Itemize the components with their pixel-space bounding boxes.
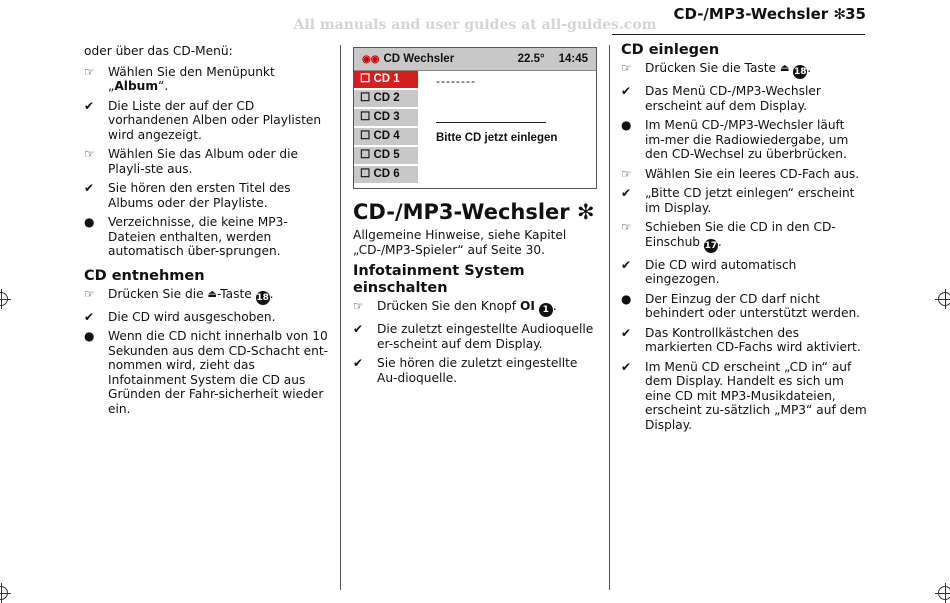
item-text: Wählen Sie das Album oder die Playli-ste aus. xyxy=(108,147,298,176)
item-text: Die CD wird automatisch eingezogen. xyxy=(645,257,797,286)
hand-pointer-icon: ☞ xyxy=(84,147,95,161)
item-text: Verzeichnisse, die keine MP3-Dateien enthalten, werden automatisch über-sprungen. xyxy=(108,215,288,258)
section-heading-cd-entnehmen: CD entnehmen xyxy=(84,267,205,284)
list-item xyxy=(621,118,867,162)
column-divider-right xyxy=(609,45,610,590)
list-item xyxy=(84,147,332,176)
display-time: 14:45 xyxy=(558,53,588,65)
item-text: Wenn die CD nicht innerhalb von 10 Sekunden aus dem CD-Schacht ent-nommen wird, zieht das Infotainment System die CD aus Gründen der Fahr-sicherheit wieder ein. xyxy=(108,329,328,416)
hand-pointer-icon: ☞ xyxy=(621,61,632,75)
item-text: Das Menü CD-/MP3-Wechsler erscheint auf dem Display. xyxy=(645,84,821,113)
checkmark-icon: ✔ xyxy=(353,356,364,370)
item-text: Das Kontrollkästchen des markierten CD-Fachs wird aktiviert. xyxy=(645,325,861,354)
checkmark-icon: ✔ xyxy=(621,186,632,200)
list-item xyxy=(621,326,867,355)
cd-slot-4[interactable]: ☐ CD 4 xyxy=(354,128,418,147)
list-item xyxy=(621,84,867,113)
bullet-icon: ● xyxy=(84,215,95,229)
item-text-end: . xyxy=(807,61,812,75)
callout-number-icon: 17 xyxy=(704,240,718,251)
left-column xyxy=(84,44,332,421)
list-item xyxy=(353,322,601,351)
checkmark-icon: ✔ xyxy=(621,325,632,340)
cd-slot-6[interactable]: ☐ CD 6 xyxy=(354,166,418,185)
checkmark-icon: ✔ xyxy=(621,257,632,272)
list-item xyxy=(84,310,332,325)
callout-number-icon: 1 xyxy=(539,303,553,317)
item-text: Die zuletzt eingestellte Audioquelle er-scheint auf dem Display. xyxy=(377,322,594,351)
checkmark-icon: ✔ xyxy=(84,98,95,113)
header-rule xyxy=(612,34,865,35)
item-text-end: . xyxy=(269,286,274,301)
item-text: Sie hören die zuletzt eingestellte Au-dioquelle. xyxy=(377,356,578,385)
list-item xyxy=(84,65,332,94)
hand-pointer-icon: ☞ xyxy=(84,286,95,301)
hand-pointer-icon: ☞ xyxy=(84,64,95,79)
hand-pointer-icon: ☞ xyxy=(621,166,632,181)
list-item xyxy=(353,299,601,317)
item-text-mid: -Taste xyxy=(216,286,256,301)
watermark: All manuals and user guides at all-guides.com xyxy=(293,17,657,33)
list-item xyxy=(84,215,332,259)
list-item xyxy=(621,292,867,321)
cd-slot-2[interactable]: ☐ CD 2 xyxy=(354,90,418,109)
checkmark-icon: ✔ xyxy=(353,322,364,336)
callout-number-icon: 18 xyxy=(794,67,807,77)
track-placeholder: -------- xyxy=(436,74,476,88)
item-text: Im Menü CD-/MP3-Wechsler läuft im-mer die Radiowiedergabe, um den CD-Wechsel zu überbrücken. xyxy=(645,118,849,161)
page-header-title: CD-/MP3-Wechsler ✻ xyxy=(673,5,846,23)
chapter-title: CD-/MP3-Wechsler ✻ xyxy=(353,200,595,224)
item-text-end: . xyxy=(552,299,557,313)
item-text-end: “. xyxy=(158,79,169,93)
item-text: Drücken Sie den Knopf xyxy=(377,299,520,313)
bullet-icon: ● xyxy=(84,329,95,343)
item-text: „Bitte CD jetzt einlegen“ erscheint im Display. xyxy=(645,186,855,215)
list-item xyxy=(353,356,601,385)
list-item xyxy=(621,360,867,433)
registration-mark-left xyxy=(0,292,8,306)
item-text: Drücken Sie die xyxy=(108,286,208,301)
eject-icon: ⏏ xyxy=(207,288,217,300)
power-knob-label: OI xyxy=(519,299,535,313)
list-item xyxy=(621,220,867,253)
checkmark-icon: ✔ xyxy=(84,309,95,324)
list-item xyxy=(84,181,332,210)
item-text: Der Einzug der CD darf nicht behindert oder unterstützt werden. xyxy=(645,291,861,320)
cd-slot-3[interactable]: ☐ CD 3 xyxy=(354,109,418,128)
cd-changer-display xyxy=(353,47,597,189)
item-text: Die Liste der auf der CD vorhandenen Alben oder Playlisten wird angezeigt. xyxy=(108,98,322,142)
list-item xyxy=(84,329,332,416)
eject-icon: ⏏ xyxy=(779,63,790,74)
menu-item-name: Album xyxy=(114,79,159,93)
page-number: 35 xyxy=(845,5,866,23)
cd-slot-5[interactable]: ☐ CD 5 xyxy=(354,147,418,166)
hand-pointer-icon: ☞ xyxy=(353,299,364,313)
item-text: Die CD wird ausgeschoben. xyxy=(108,309,276,324)
registration-mark-right xyxy=(938,292,950,306)
item-text: Drücken Sie die Taste xyxy=(645,61,780,75)
callout-number-icon: 18 xyxy=(256,292,269,303)
display-header xyxy=(354,48,596,71)
item-text: Wählen Sie ein leeres CD-Fach aus. xyxy=(645,166,860,181)
checkmark-icon: ✔ xyxy=(621,359,632,374)
list-item xyxy=(621,258,867,287)
cd-disc-icon: ◉◉ xyxy=(362,53,380,65)
item-text-end: . xyxy=(717,234,722,249)
display-temperature: 22.5° xyxy=(517,53,545,65)
middle-column xyxy=(353,188,601,390)
list-item xyxy=(621,186,867,215)
list-item xyxy=(84,287,332,305)
bullet-icon: ● xyxy=(621,118,632,132)
insert-cd-message: Bitte CD jetzt einlegen xyxy=(436,132,558,144)
cd-slot-1[interactable]: ☐ CD 1 xyxy=(354,71,418,90)
display-divider xyxy=(436,122,546,123)
intro-text: oder über das CD-Menü: xyxy=(84,44,233,58)
checkmark-icon: ✔ xyxy=(621,84,632,98)
bullet-icon: ● xyxy=(621,291,632,306)
column-divider-left xyxy=(340,45,341,590)
hand-pointer-icon: ☞ xyxy=(621,220,632,234)
item-text: Im Menü CD erscheint „CD in“ auf dem Display. Handelt es sich um eine CD mit MP3-Musikdateien, erscheint zu-sätzlich „MP3“ auf dem Display. xyxy=(645,359,867,432)
right-column xyxy=(621,42,867,437)
item-text: Sie hören den ersten Titel des Albums oder der Playliste. xyxy=(108,181,291,210)
intro-text: Allgemeine Hinweise, siehe Kapitel „CD-/MP3-Spieler“ auf Seite 30. xyxy=(353,228,567,257)
section-heading-cd-einlegen: CD einlegen xyxy=(621,42,720,58)
list-item xyxy=(621,167,867,182)
list-item xyxy=(621,61,867,79)
section-heading-infotainment: Infotainment System einschalten xyxy=(353,263,525,296)
display-title: CD Wechsler xyxy=(383,53,455,65)
list-item xyxy=(84,99,332,143)
item-text: Schieben Sie die CD in den CD-Einschub xyxy=(645,220,836,249)
checkmark-icon: ✔ xyxy=(84,181,95,195)
item-text: Wählen Sie den Menüpunkt „ xyxy=(108,64,275,93)
